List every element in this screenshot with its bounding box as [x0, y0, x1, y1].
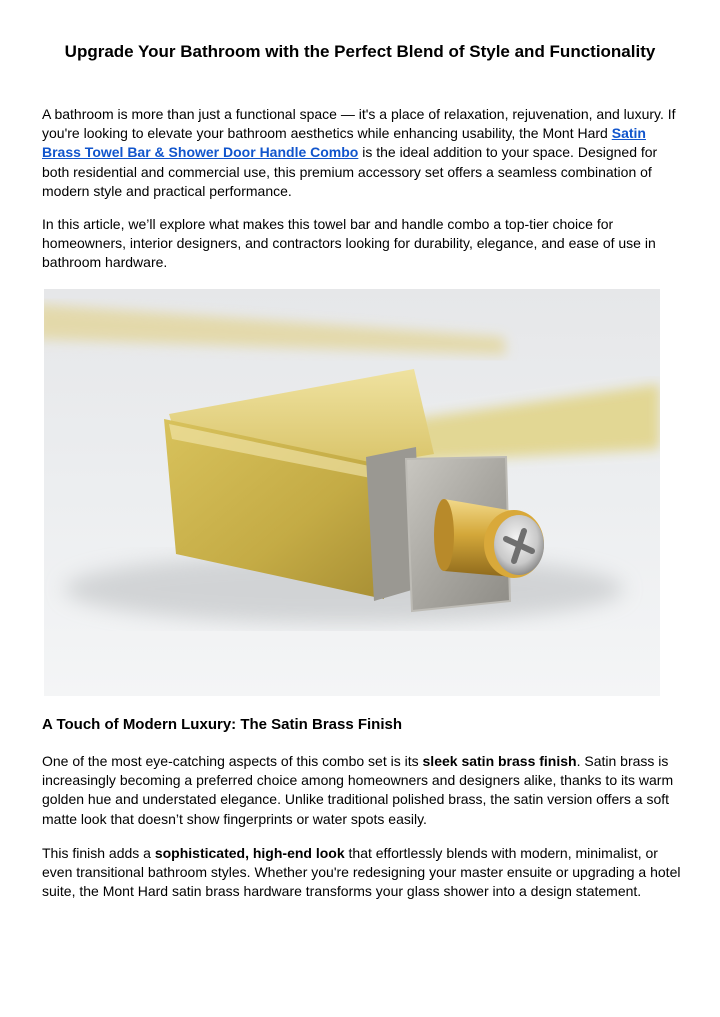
- satin-finish-paragraph: [42, 752, 682, 829]
- intro-text-before-link: A bathroom is more than just a functional space — it's a place of relaxation, rejuvenation, and luxury. If you're looking to elevate your bathroom aesthetics while enhancing usability, the Mont Hard: [42, 106, 676, 142]
- p3-text-before: One of the most eye-catching aspects of this combo set is its: [42, 753, 423, 769]
- p4-text-before: This finish adds a: [42, 845, 155, 861]
- intro-paragraph: [42, 105, 682, 201]
- p4-text-after: that effortlessly blends with modern, minimalist, or even transitional bathroom styles. Whether you're redesigning your master ensuite or upgrading a hotel suite, the Mont Hard satin brass hardware transforms your glass shower into a design statement.: [42, 845, 681, 900]
- product-link[interactable]: Satin Brass Towel Bar & Shower Door Handle Combo: [42, 125, 646, 161]
- section-heading: A Touch of Modern Luxury: The Satin Brass Finish: [42, 716, 403, 733]
- p4-bold-text: sophisticated, high-end look: [154, 845, 345, 861]
- page-title: Upgrade Your Bathroom with the Perfect Blend of Style and Functionality: [64, 42, 656, 61]
- p3-bold-text: sleek satin brass finish: [422, 753, 577, 769]
- product-photo: [44, 289, 660, 696]
- p3-text-after: . Satin brass is increasingly becoming a preferred choice among homeowners and designers alike, thanks to its warm golden hue and understated elegance. Unlike traditional polished brass, the satin version offers a soft matte look that doesn’t show fingerprints or water spots easily.: [42, 753, 674, 827]
- intro-text-after-link: is the ideal addition to your space. Designed for both residential and commercial use, this premium accessory set offers a seamless combination of modern style and practical performance.: [42, 144, 658, 199]
- finish-look-paragraph: [42, 844, 682, 902]
- article-overview-paragraph: In this article, we’ll explore what makes this towel bar and handle combo a top-tier choice for homeowners, interior designers, and contractors looking for durability, elegance, and ease of use in bathroom hardware.: [42, 216, 656, 271]
